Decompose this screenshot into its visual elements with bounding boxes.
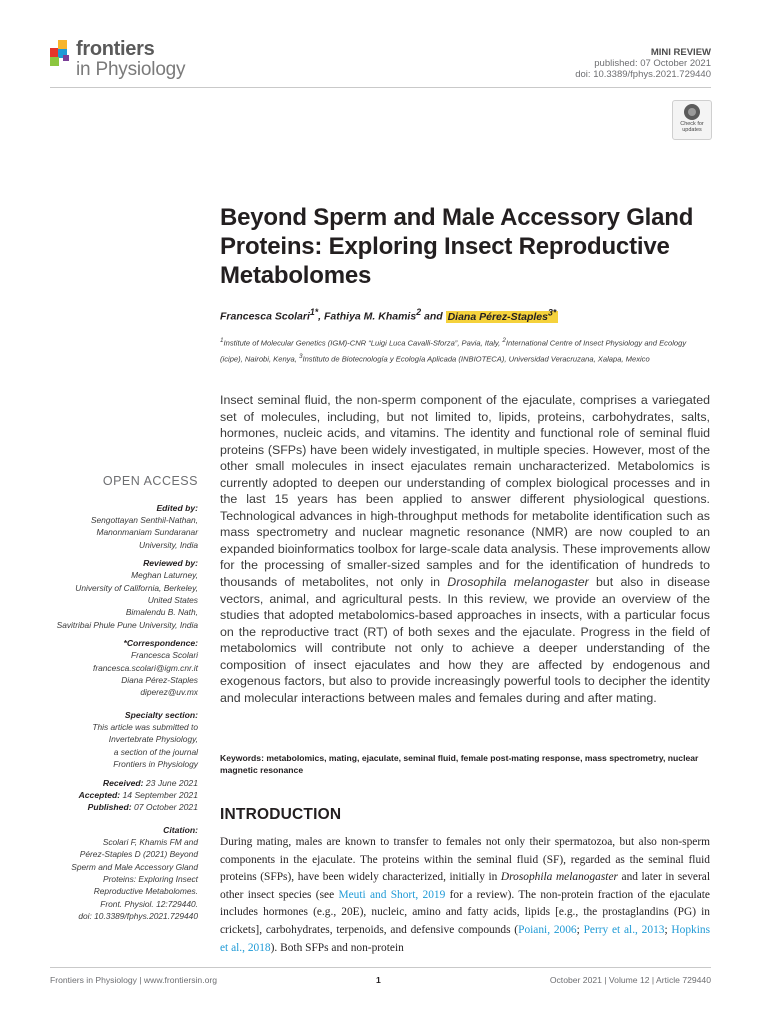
- author-name[interactable]: Francesca Scolari: [220, 310, 310, 323]
- citation-line: Pérez-Staples D (2021) Beyond: [79, 849, 198, 860]
- author-name[interactable]: , Fathiya M. Khamis: [318, 310, 417, 323]
- body-text: During mating, males are known to transfer to females not only their spermatozoa, but also non-sperm components in the ejaculate. The proteins within the seminal fluid (SF), regarded as the seminal fluid proteins (SFPs), have been widely characterized, initially in: [220, 836, 710, 884]
- citation-link[interactable]: Poiani, 2006: [518, 923, 577, 936]
- body-text: ;: [664, 923, 672, 936]
- author-conjunction: and: [421, 310, 446, 323]
- correspondence-line: Diana Pérez-Staples: [121, 675, 198, 686]
- correspondence-label: *Correspondence:: [123, 638, 198, 649]
- body-text: for a review). The non-protein fraction of the ejaculate includes hormones (e.g., 20E), nucleic, amino and fatty acids, lipids [e.g., the prostaglandins (PG) in crickets], carbohydrates, terpenoids, and defensive compounds (: [220, 888, 710, 936]
- accepted-label: Accepted:: [78, 789, 121, 800]
- abstract: [220, 392, 710, 706]
- specialty-line: Invertebrate Physiology,: [108, 734, 198, 745]
- citation-line: Proteins: Exploring Insect: [103, 873, 198, 884]
- specialty-line: This article was submitted to: [92, 721, 198, 732]
- author-list: [220, 307, 710, 323]
- check-updates-label-1: Check for: [680, 121, 704, 127]
- accepted-value: 14 September 2021: [120, 789, 198, 800]
- footer-issue-info: October 2021 | Volume 12 | Article 729440: [549, 975, 711, 985]
- reviewer-line: United States: [147, 595, 198, 606]
- body-text: ;: [576, 923, 584, 936]
- reviewer-line: Savitribai Phule Pune University, India: [56, 619, 198, 630]
- footer-journal-link[interactable]: Frontiers in Physiology | www.frontiersin.org: [50, 975, 218, 985]
- affiliation-sup: 1: [220, 337, 224, 344]
- introduction-paragraph: [220, 834, 710, 957]
- received-value: 23 June 2021: [143, 777, 198, 788]
- author-sup: 3*: [547, 307, 557, 317]
- published-label: Published:: [87, 802, 132, 813]
- citation-link[interactable]: Perry et al., 2013: [583, 923, 665, 936]
- citation-line: Scolari F, Khamis FM and: [102, 836, 198, 847]
- editor-line: University, India: [139, 539, 198, 550]
- citation-line: Sperm and Male Accessory Gland: [71, 861, 198, 872]
- author-name: Diana Pérez-Staples: [447, 310, 548, 323]
- keywords: Keywords: metabolomics, mating, ejaculate, seminal fluid, female post-mating response, mass spectrometry, nuclear magnetic resonance: [220, 753, 699, 775]
- received-date: [50, 777, 198, 789]
- affiliation: International Centre of Insect Physiology and Ecology (icipe), Nairobi, Kenya,: [220, 338, 687, 364]
- article-title: Beyond Sperm and Male Accessory Gland Proteins: Exploring Insect Reproductive Metabolomes: [220, 204, 694, 289]
- correspondence-email[interactable]: francesca.scolari@igm.cnr.it: [93, 662, 198, 673]
- author-sup: 1*: [309, 307, 319, 317]
- citation-doi[interactable]: doi: 10.3389/fphys.2021.729440: [78, 911, 198, 922]
- abstract-species: Drosophila melanogaster: [447, 575, 589, 590]
- specialty-line: Frontiers in Physiology: [113, 759, 198, 770]
- page-number: 1: [376, 975, 381, 985]
- citation-link[interactable]: Meuti and Short, 2019: [338, 888, 446, 901]
- abstract-text: but also in disease vectors, animal, and agricultural pests. In this review, we provide an overview of the studies that adopted metabolomics-based approaches in insects, with a particular focus on the reproductive tract (RT) of both sexes and the ejaculate. Progress in the field of metabolomics will contribute not only to achieve a deeper understanding of the composition of insect ejaculates and how they are affected by endogenous and exogenous factors, but also to provide increasingly powerful tools to decipher the identity and molecular interactions between males and females during and after mating.: [220, 575, 710, 705]
- abstract-text: Insect seminal fluid, the non-sperm component of the ejaculate, comprises a variegated set of molecules, including, but not limited to, lipids, proteins, carbohydrates, salts, hormones, nucleic acids, and vitamins. The identity and functional role of seminal fluid proteins (SFPs) have been widely investigated, in multiple species. However, most of the other small molecules in insect ejaculates remain uncharacterized. Metabolomics is currently adopted to deepen our understanding of complex biological processes and in the last 15 years has been applied to answer different physiological questions. Technological advances in high-throughput methods for metabolite identification such as mass spectrometry and nuclear magnetic resonance (NMR) are now coupled to an expanded bioinformatics toolbox for large-scale data analysis. These improvements allow for the processing of smaller-sized samples and for the identification of hundreds to thousands of metabolites, not only in: [220, 393, 710, 590]
- specialty-section-label: Specialty section:: [124, 709, 198, 720]
- frontiers-logo-icon: [50, 40, 72, 66]
- check-for-updates-badge[interactable]: [672, 100, 712, 140]
- affiliation: Instituto de Biotecnología y Ecología Aplicada (INBIOTECA), Universidad Veracruzana, Xalapa, Mexico: [302, 354, 650, 364]
- editor-line[interactable]: Sengottayan Senthil-Nathan,: [90, 515, 198, 525]
- header-divider: [50, 87, 711, 88]
- author-name-highlighted[interactable]: [446, 307, 559, 323]
- accepted-date: [50, 789, 198, 801]
- article-meta: [575, 47, 711, 80]
- specialty-line: a section of the journal: [113, 746, 198, 757]
- author-sup: 2: [416, 307, 422, 317]
- published-value: 07 October 2021: [131, 802, 198, 813]
- check-updates-icon: [684, 104, 700, 120]
- article-type: MINI REVIEW: [650, 47, 711, 58]
- journal-logo: [50, 38, 220, 88]
- footer-divider: [50, 967, 711, 968]
- logo-wordmark: frontiers: [76, 38, 155, 60]
- section-heading-introduction: INTRODUCTION: [220, 806, 342, 823]
- body-text: ). Both SFPs and non-protein: [270, 941, 404, 954]
- affiliations: [220, 334, 710, 365]
- citation-label: Citation:: [163, 824, 198, 835]
- affiliation: Institute of Molecular Genetics (IGM)-CNR “Luigi Luca Cavalli-Sforza”, Pavia, Italy,: [223, 338, 503, 348]
- citation-line: Front. Physiol. 12:729440.: [100, 898, 198, 909]
- reviewed-by-label: Reviewed by:: [143, 558, 198, 569]
- correspondence-line: Francesca Scolari: [130, 650, 198, 661]
- open-access-label: OPEN ACCESS: [102, 474, 198, 488]
- citation-link[interactable]: Hopkins et al., 2018: [220, 923, 711, 954]
- body-species: Drosophila melanogaster: [500, 871, 618, 884]
- edited-by-label: Edited by:: [156, 503, 198, 513]
- article-sidebar: [50, 474, 198, 923]
- received-label: Received:: [102, 777, 144, 788]
- affiliation-sup: 3: [298, 352, 303, 360]
- body-text: and later in several other insect species (see: [220, 871, 710, 901]
- reviewer-line[interactable]: Bimalendu B. Nath,: [125, 607, 198, 618]
- reviewer-line[interactable]: Meghan Laturney,: [131, 570, 198, 581]
- journal-name: in Physiology: [76, 59, 186, 80]
- article-doi[interactable]: doi: 10.3389/fphys.2021.729440: [575, 69, 711, 80]
- editor-line: Manonmaniam Sundaranar: [96, 527, 198, 538]
- affiliation-sup: 2: [502, 337, 506, 344]
- citation-line: Reproductive Metabolomes.: [93, 886, 198, 897]
- published-date-sidebar: [50, 801, 198, 813]
- check-updates-label-2: updates: [682, 127, 702, 133]
- reviewer-line: University of California, Berkeley,: [75, 582, 198, 593]
- published-date: published: 07 October 2021: [594, 58, 711, 69]
- correspondence-email[interactable]: diperez@uv.mx: [140, 687, 198, 698]
